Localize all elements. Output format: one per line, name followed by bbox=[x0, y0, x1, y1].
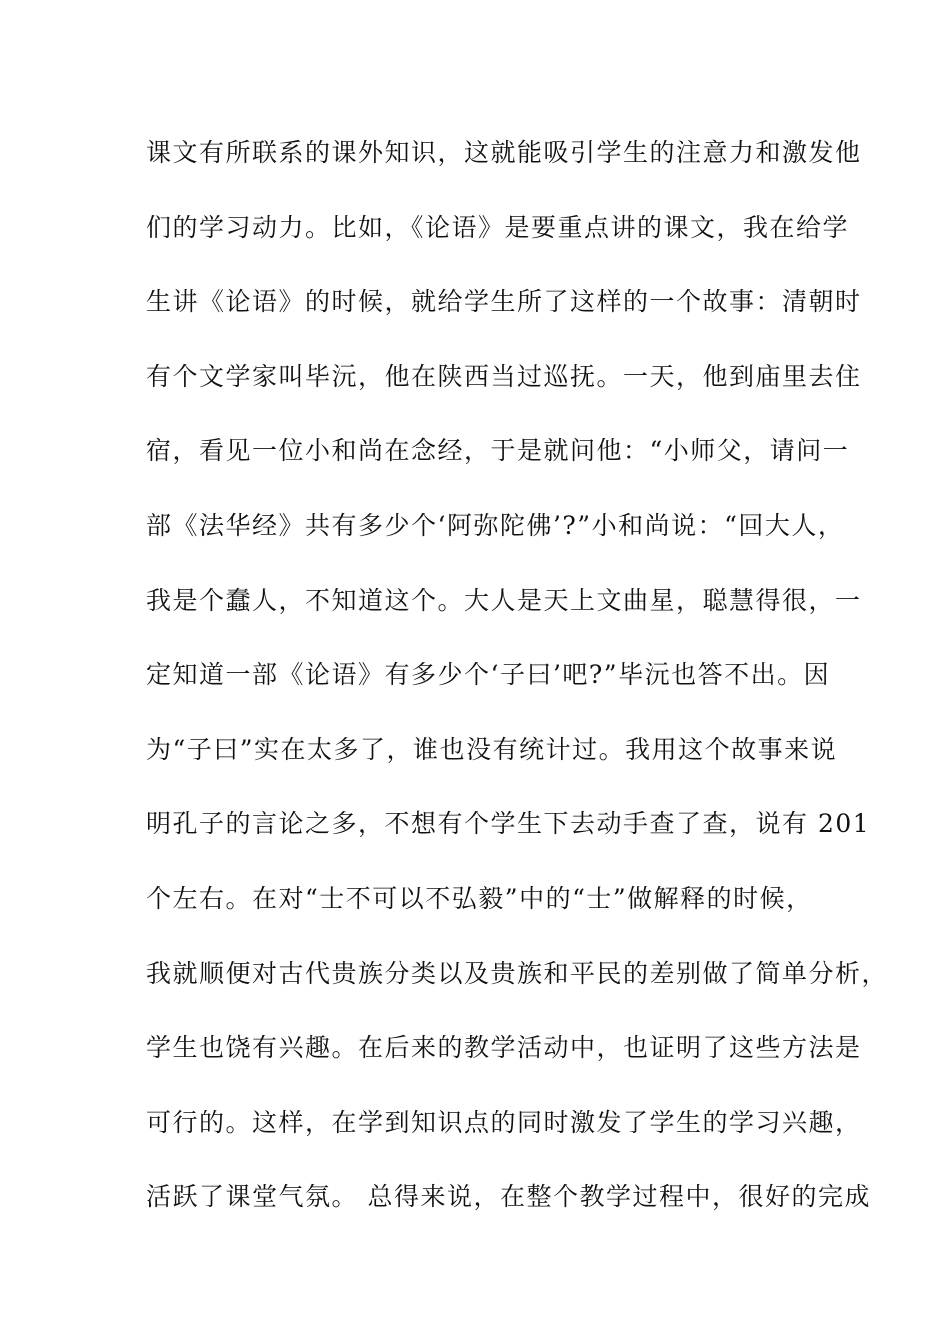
text-line: 部《法华经》共有多少个‘阿弥陀佛’?”小和尚说：“回大人， bbox=[146, 510, 845, 540]
text-line: 可行的。这样，在学到知识点的同时激发了学生的学习兴趣， bbox=[146, 1107, 862, 1137]
text-line: 活跃了课堂气氛。 总得来说，在整个教学过程中，很好的完成 bbox=[146, 1182, 871, 1212]
text-line: 为“子曰”实在太多了，谁也没有统计过。我用这个故事来说 bbox=[146, 734, 838, 764]
text-line: 我就顺便对古代贵族分类以及贵族和平民的差别做了简单分析， bbox=[146, 958, 889, 988]
body-paragraph bbox=[146, 125, 889, 1244]
text-line: 个左右。在对“士不可以不弘毅”中的“士”做解释的时候， bbox=[146, 883, 813, 913]
text-line: 我是个蠢人，不知道这个。大人是天上文曲星，聪慧得很，一 bbox=[146, 585, 862, 615]
text-line: 学生也饶有兴趣。在后来的教学活动中，也证明了这些方法是 bbox=[146, 1033, 862, 1063]
text-line: 明孔子的言论之多，不想有个学生下去动手查了查，说有 201 bbox=[146, 809, 871, 839]
text-line: 们的学习动力。比如，《论语》是要重点讲的课文，我在给学 bbox=[146, 212, 850, 242]
text-line: 生讲《论语》的时候，就给学生所了这样的一个故事：清朝时 bbox=[146, 287, 862, 317]
text-line: 宿，看见一位小和尚在念经，于是就问他：“小师父，请问一 bbox=[146, 436, 850, 466]
text-line: 定知道一部《论语》有多少个‘子曰’吧?”毕沅也答不出。因 bbox=[146, 660, 831, 690]
text-line: 课文有所联系的课外知识，这就能吸引学生的注意力和激发他 bbox=[146, 138, 862, 167]
text-line: 有个文学家叫毕沅，他在陕西当过巡抚。一天，他到庙里去住 bbox=[146, 361, 862, 391]
